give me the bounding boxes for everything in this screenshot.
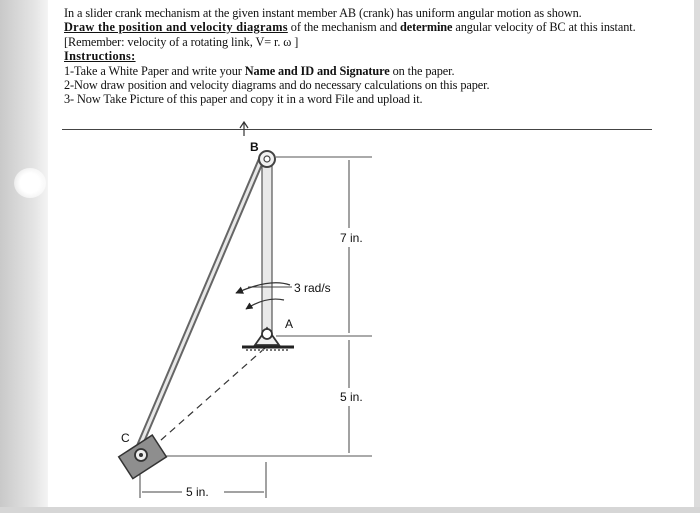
- crank-ab: [262, 160, 272, 332]
- top-slot-arrow: [240, 122, 248, 136]
- task-highlight: Draw the position and velocity diagrams: [64, 20, 288, 35]
- label-dim-horizontal: 5 in.: [186, 485, 209, 499]
- support-a: [242, 328, 294, 350]
- instruction-item-3: 3- Now Take Picture of this paper and copy it in a word File and upload it.: [64, 92, 423, 107]
- link-bc: [137, 158, 262, 452]
- dashed-path-a-c: [152, 348, 265, 448]
- label-dim-vertical-upper: 7 in.: [340, 231, 363, 245]
- instructions-heading: Instructions:: [64, 49, 136, 64]
- joint-c: [135, 449, 147, 461]
- label-c: C: [121, 431, 130, 445]
- joint-b: [259, 151, 275, 167]
- label-dim-vertical-lower: 5 in.: [340, 390, 363, 404]
- problem-line-2: Draw the position and velocity diagrams of the mechanism and determine angular velocity of BC at this instant.: [64, 20, 636, 35]
- instruction-item-1: 1-Take a White Paper and write your Name and ID and Signature on the paper.: [64, 63, 455, 78]
- instruction-item-2: 2-Now draw position and velocity diagrams and do necessary calculations on this paper.: [64, 78, 490, 93]
- label-b: B: [250, 140, 259, 154]
- label-a: A: [285, 317, 294, 331]
- problem-line-3: [Remember: velocity of a rotating link, V= r. ω ]: [64, 34, 299, 49]
- problem-line-1: In a slider crank mechanism at the given instant member AB (crank) has uniform angular motion as shown.: [64, 6, 582, 20]
- label-angular-speed: 3 rad/s: [294, 281, 331, 295]
